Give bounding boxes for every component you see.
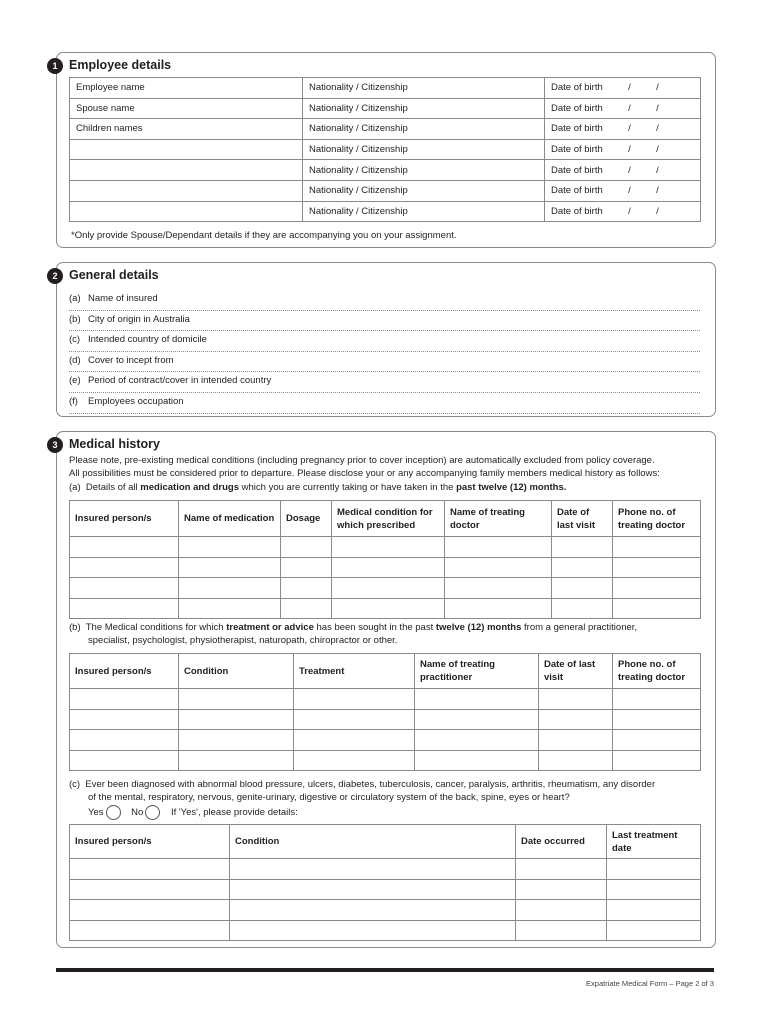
table-cell[interactable] <box>613 557 701 578</box>
name-cell[interactable] <box>70 139 303 160</box>
table-cell[interactable] <box>179 689 294 710</box>
table-cell[interactable] <box>539 689 613 710</box>
table-cell[interactable] <box>613 730 701 751</box>
table-cell[interactable] <box>230 920 516 941</box>
table-cell[interactable] <box>70 859 230 880</box>
section-title-general-details: General details <box>69 268 159 282</box>
table-cell[interactable] <box>70 750 179 771</box>
general-detail-line[interactable]: (d) Cover to incept from <box>69 351 700 373</box>
table-cell[interactable] <box>613 709 701 730</box>
nationality-cell[interactable]: Nationality / Citizenship <box>303 201 545 222</box>
table-cell[interactable] <box>179 537 281 558</box>
column-header: Phone no. of treating doctor <box>613 654 701 689</box>
table-cell[interactable] <box>294 689 415 710</box>
dob-cell[interactable]: Date of birth / / <box>545 180 701 201</box>
column-header: Date occurred <box>516 825 607 859</box>
section-number-3: 3 <box>47 437 63 453</box>
table-cell[interactable] <box>552 537 613 558</box>
table-cell[interactable] <box>607 859 701 880</box>
nationality-cell[interactable]: Nationality / Citizenship <box>303 98 545 119</box>
table-cell[interactable] <box>607 900 701 921</box>
column-header: Insured person/s <box>70 501 179 537</box>
table-row <box>70 920 701 941</box>
dob-cell[interactable]: Date of birth / / <box>545 160 701 181</box>
employee-row <box>70 160 701 181</box>
general-detail-line[interactable]: (f) Employees occupation <box>69 392 700 414</box>
table-row <box>70 859 701 880</box>
name-cell[interactable] <box>70 160 303 181</box>
table-cell[interactable] <box>415 689 539 710</box>
table-cell[interactable] <box>179 578 281 599</box>
diagnosis-table <box>69 824 701 941</box>
no-label: No <box>131 807 144 819</box>
table-cell[interactable] <box>516 879 607 900</box>
table-cell[interactable] <box>230 900 516 921</box>
column-header: Medical condition for which prescribed <box>332 501 445 537</box>
employee-row <box>70 139 701 160</box>
yes-radio[interactable] <box>106 805 121 820</box>
table-cell[interactable] <box>179 557 281 578</box>
column-header: Insured person/s <box>70 654 179 689</box>
column-header: Date of last visit <box>552 501 613 537</box>
table-cell[interactable] <box>70 730 179 751</box>
table-cell[interactable] <box>445 557 552 578</box>
table-cell[interactable] <box>70 537 179 558</box>
general-details-section <box>52 262 716 417</box>
section-title-employee-details: Employee details <box>69 58 172 72</box>
table-cell[interactable] <box>294 750 415 771</box>
name-cell[interactable]: Spouse name <box>70 98 303 119</box>
nationality-cell[interactable]: Nationality / Citizenship <box>303 160 545 181</box>
table-row <box>70 689 701 710</box>
table-row <box>70 900 701 921</box>
table-cell[interactable] <box>332 557 445 578</box>
dob-cell[interactable]: Date of birth / / <box>545 78 701 99</box>
section-title-medical-history: Medical history <box>69 437 160 451</box>
column-header: Insured person/s <box>70 825 230 859</box>
column-header: Dosage <box>281 501 332 537</box>
nationality-cell[interactable]: Nationality / Citizenship <box>303 78 545 99</box>
footer-text: Expatriate Medical Form – Page 2 of 3 <box>586 979 714 988</box>
medical-intro-2: All possibilities must be considered prior to departure. Please disclose your or any accompanying family members medical history as follows: <box>69 468 660 479</box>
table-cell[interactable] <box>179 598 281 619</box>
name-cell[interactable] <box>70 180 303 201</box>
dob-cell[interactable]: Date of birth / / <box>545 119 701 140</box>
table-row <box>70 537 701 558</box>
table-cell[interactable] <box>613 578 701 599</box>
question-c: (c) Ever been diagnosed with abnormal blood pressure, ulcers, diabetes, tuberculosis, cancer, paralysis, arthritis, rheumatism, any disorder <box>69 779 656 790</box>
section-number-1: 1 <box>47 58 63 74</box>
no-radio[interactable] <box>145 805 160 820</box>
employee-row <box>70 180 701 201</box>
table-cell[interactable] <box>281 578 332 599</box>
section-number-2: 2 <box>47 268 63 284</box>
table-cell[interactable] <box>516 900 607 921</box>
column-header: Last treatment date <box>607 825 701 859</box>
table-cell[interactable] <box>179 730 294 751</box>
table-cell[interactable] <box>332 578 445 599</box>
table-cell[interactable] <box>415 709 539 730</box>
yes-label: Yes <box>88 807 104 819</box>
table-cell[interactable] <box>613 750 701 771</box>
name-cell[interactable] <box>70 201 303 222</box>
dob-cell[interactable]: Date of birth / / <box>545 98 701 119</box>
column-header: Date of last visit <box>539 654 613 689</box>
dob-cell[interactable]: Date of birth / / <box>545 201 701 222</box>
table-cell[interactable] <box>445 578 552 599</box>
table-row <box>70 750 701 771</box>
question-b: (b) The Medical conditions for which treatment or advice has been sought in the past twelve (12) months from a general practitioner, <box>69 622 638 633</box>
table-cell[interactable] <box>415 750 539 771</box>
table-cell[interactable] <box>552 557 613 578</box>
column-header: Phone no. of treating doctor <box>613 501 701 537</box>
employee-details-section <box>52 52 716 248</box>
table-row <box>70 709 701 730</box>
employee-row <box>70 201 701 222</box>
table-cell[interactable] <box>332 598 445 619</box>
table-cell[interactable] <box>281 598 332 619</box>
table-cell[interactable] <box>445 598 552 619</box>
table-cell[interactable] <box>70 578 179 599</box>
nationality-cell[interactable]: Nationality / Citizenship <box>303 119 545 140</box>
employee-row <box>70 78 701 99</box>
name-cell[interactable]: Employee name <box>70 78 303 99</box>
table-cell[interactable] <box>613 537 701 558</box>
column-header: Name of medication <box>179 501 281 537</box>
table-row <box>70 598 701 619</box>
table-cell[interactable] <box>70 900 230 921</box>
table-cell[interactable] <box>70 598 179 619</box>
general-detail-line[interactable]: (e) Period of contract/cover in intended country <box>69 371 700 393</box>
employee-table <box>69 77 701 222</box>
employee-row <box>70 98 701 119</box>
table-cell[interactable] <box>70 879 230 900</box>
table-cell[interactable] <box>70 920 230 941</box>
column-header: Name of treating practitioner <box>415 654 539 689</box>
table-cell[interactable] <box>179 750 294 771</box>
table-cell[interactable] <box>607 920 701 941</box>
treatment-table <box>69 653 701 771</box>
table-cell[interactable] <box>552 598 613 619</box>
table-cell[interactable] <box>179 709 294 730</box>
footer-rule <box>56 968 714 972</box>
table-cell[interactable] <box>607 879 701 900</box>
question-c-line2: of the mental, respiratory, nervous, genite-urinary, digestive or circulatory system of the back, spine, eyes or heart? <box>88 792 570 803</box>
table-cell[interactable] <box>445 537 552 558</box>
dob-cell[interactable]: Date of birth / / <box>545 139 701 160</box>
table-cell[interactable] <box>294 709 415 730</box>
nationality-cell[interactable]: Nationality / Citizenship <box>303 180 545 201</box>
general-detail-line[interactable]: (a) Name of insured <box>69 289 700 311</box>
general-detail-line[interactable]: (c) Intended country of domicile <box>69 330 700 352</box>
table-cell[interactable] <box>70 709 179 730</box>
table-cell[interactable] <box>539 730 613 751</box>
table-cell[interactable] <box>539 709 613 730</box>
table-cell[interactable] <box>281 557 332 578</box>
table-cell[interactable] <box>281 537 332 558</box>
table-row <box>70 557 701 578</box>
if-yes-label: If 'Yes', please provide details: <box>170 807 298 819</box>
table-row <box>70 879 701 900</box>
nationality-cell[interactable]: Nationality / Citizenship <box>303 139 545 160</box>
table-cell[interactable] <box>613 689 701 710</box>
table-cell[interactable] <box>230 879 516 900</box>
question-b-line2: specialist, psychologist, physiotherapist, naturopath, chiropractor or other. <box>88 635 398 646</box>
column-header: Condition <box>179 654 294 689</box>
general-detail-line[interactable]: (b) City of origin in Australia <box>69 310 700 332</box>
column-header: Treatment <box>294 654 415 689</box>
table-cell[interactable] <box>516 920 607 941</box>
table-cell[interactable] <box>294 730 415 751</box>
spouse-note: *Only provide Spouse/Dependant details if they are accompanying you on your assignment. <box>71 230 457 241</box>
column-header: Condition <box>230 825 516 859</box>
column-header: Name of treating doctor <box>445 501 552 537</box>
table-cell[interactable] <box>332 537 445 558</box>
table-cell[interactable] <box>539 750 613 771</box>
medical-intro-1: Please note, pre-existing medical conditions (including pregnancy prior to cover inception) are automatically excluded from policy coverage. <box>69 455 655 466</box>
table-row <box>70 730 701 751</box>
table-row <box>70 578 701 599</box>
table-cell[interactable] <box>552 578 613 599</box>
medication-table <box>69 500 701 619</box>
employee-row <box>70 119 701 140</box>
table-cell[interactable] <box>230 859 516 880</box>
table-cell[interactable] <box>70 557 179 578</box>
question-a: (a) Details of all medication and drugs which you are currently taking or have taken in the past twelve (12) months. <box>69 482 567 493</box>
yes-no-row <box>88 805 298 820</box>
table-cell[interactable] <box>613 598 701 619</box>
table-cell[interactable] <box>415 730 539 751</box>
table-cell[interactable] <box>516 859 607 880</box>
name-cell[interactable]: Children names <box>70 119 303 140</box>
medical-history-section <box>52 431 716 948</box>
table-cell[interactable] <box>70 689 179 710</box>
